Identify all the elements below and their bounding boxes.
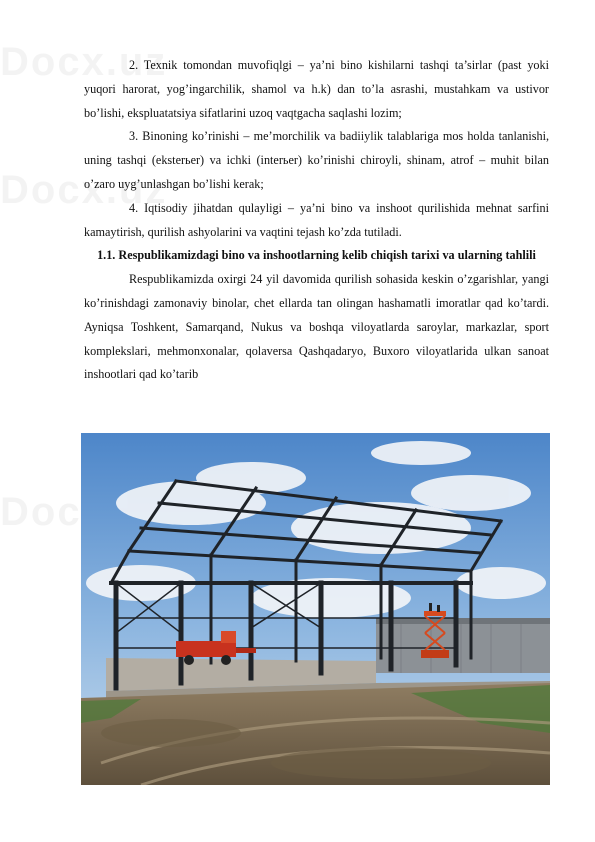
document-body bbox=[84, 54, 549, 387]
construction-photo bbox=[81, 433, 550, 785]
paragraph-technical: 2. Texnik tomondan muvofiqlgi – ya’ni bino kishilarni tashqi ta’sirlar (past yoki yuqori harorat, yog’ingarchilik, shamol va h.k) dan to’la asrashi, mustahkam va ustivor bo’lishi, ekspluatatsiya sifatlarini uzoq vaqtgacha saqlashi lozim; bbox=[84, 58, 549, 120]
warehouse bbox=[376, 618, 550, 673]
paragraph-history: Respublikamizda oxirgi 24 yil davomida qurilish sohasida keskin o’zgarishlar, yangi ko’rinishdagi zamonaviy binolar, chet ellarda tan olingan hashamatli imoratlar qad ko’tardi. Ayniqsa Toshkent, Samarqand, Nukus va boshqa viloyatlarda saroylar, markazlar, sport komplekslari, mehmonxonalar, qolaversa Qashqadaryo, Buxoro viloyatlarida ulkan sanoat inshootlari qad ko’tarib bbox=[84, 272, 549, 382]
paragraph-appearance: 3. Binoning ko’rinishi – me’morchilik va badiiylik talablariga mos holda tanlanishi, uning tashqi (eksterьer) va ichki (interьer) ko’rinishi chiroyli, shinam, atrof – muhit bilan o’zaro uyg’unlashgan bo’lishi kerak; bbox=[84, 129, 549, 191]
section-heading: 1.1. Respublikamizdagi bino va inshootlarning kelib chiqish tarixi va ularning tahlili bbox=[97, 248, 536, 263]
paragraph-economic: 4. Iqtisodiy jihatdan qulayligi – ya’ni bino va inshoot qurilishida mehnat sarfini kamaytirish, qurilish ashyolarini va vaqtini tejash ko’zda tutiladi. bbox=[84, 200, 549, 239]
